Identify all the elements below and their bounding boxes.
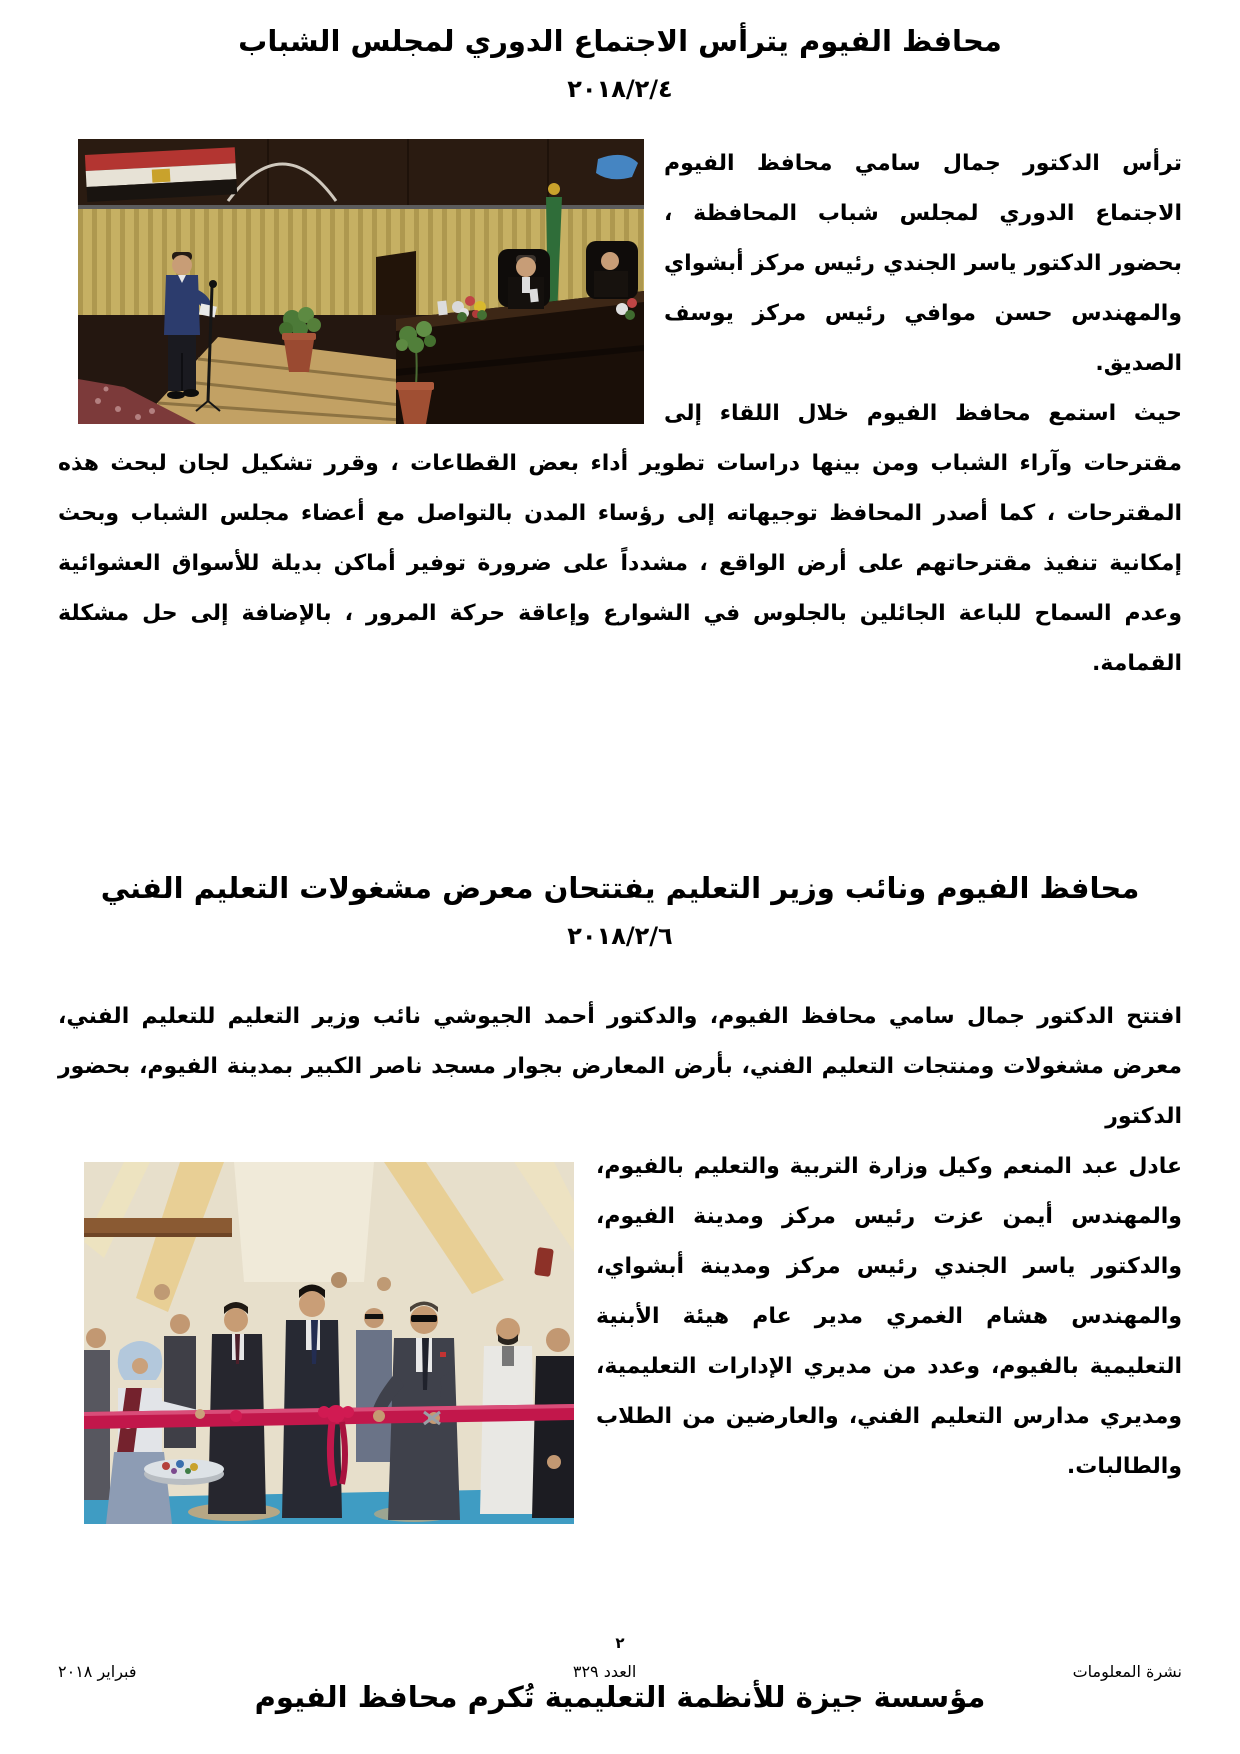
page-number: ٢	[615, 1634, 625, 1653]
page-footer	[58, 1662, 1182, 1681]
article1-body	[58, 139, 1182, 689]
article3-title: مؤسسة جيزة للأنظمة التعليمية تُكرم محافظ الفيوم	[254, 1680, 986, 1715]
footer-month: فبراير ٢٠١٨	[58, 1662, 137, 1681]
article1-title: محافظ الفيوم يترأس الاجتماع الدوري لمجلس الشباب	[238, 24, 1002, 58]
footer-bulletin-name: نشرة المعلومات	[1072, 1662, 1182, 1681]
article1-date: ٢٠١٨/٢/٤	[567, 75, 673, 104]
podium	[376, 251, 416, 315]
right-man	[532, 1328, 574, 1518]
ribbon-cutting-photo	[84, 1162, 574, 1524]
article-2	[58, 869, 1182, 1534]
article2-title: محافظ الفيوم ونائب وزير التعليم يفتتحان معرض مشغولات التعليم الفني	[100, 871, 1140, 906]
meeting-hall-photo	[78, 139, 644, 424]
article2-date: ٢٠١٨/٢/٦	[567, 922, 673, 951]
article2-paragraph-rest: عادل عبد المنعم وكيل وزارة التربية والتعليم بالفيوم، والمهندس أيمن عزت رئيس مركز ومدينة الفيوم، والدكتور ياسر الجندي رئيس مركز ومدينة أبشواي، والمهندس هشام الغمري مدير عام هيئة الأبنية التعليمية بالفيوم، وعدد من مديري الإدارات التعليمية، ومديري مدارس التعليم الفني، والعارضين من الطلاب والطالبات.	[596, 1154, 1182, 1480]
article-1	[58, 22, 1182, 689]
article1-paragraph-2: حيث استمع محافظ الفيوم خلال اللقاء إلى مقترحات وآراء الشباب ومن بينها دراسات تطوير أداء بعض القطاعات ، وقرر تشكيل لجان لبحث هذه المقترحات ، كما أصدر المحافظ توجيهاته إلى رؤساء المدن بالتواصل مع أعضاء مجلس الشباب وبحث إمكانية تنفيذ مقترحاتهم على أرض الواقع ، مشدداً على ضرورة توفير أماكن بديلة للأسواق العشوائية وعدم السماح للباعة الجائلين بالجلوس في الشوارع وإعاقة حركة المرور ، بالإضافة إلى حل مشكلة القمامة.	[58, 401, 1182, 677]
footer-issue-number: العدد ٣٢٩	[572, 1662, 637, 1681]
article2-body	[58, 992, 1182, 1534]
egypt-flag	[85, 147, 237, 202]
article1-paragraph-1: ترأس الدكتور جمال سامي محافظ الفيوم الاجتماع الدوري لمجلس شباب المحافظة ، بحضور الدكتور ياسر الجندي رئيس مركز أبشواي والمهندس حسن موافي رئيس مركز يوسف الصديق.	[664, 151, 1182, 377]
article2-paragraph-lead: افتتح الدكتور جمال سامي محافظ الفيوم، والدكتور أحمد الجيوشي نائب وزير التعليم للتعليم الفني، معرض مشغولات ومنتجات التعليم الفني، بأرض المعارض بجوار مسجد ناصر الكبير بمدينة الفيوم، بحضور الدكتور	[58, 1004, 1182, 1130]
